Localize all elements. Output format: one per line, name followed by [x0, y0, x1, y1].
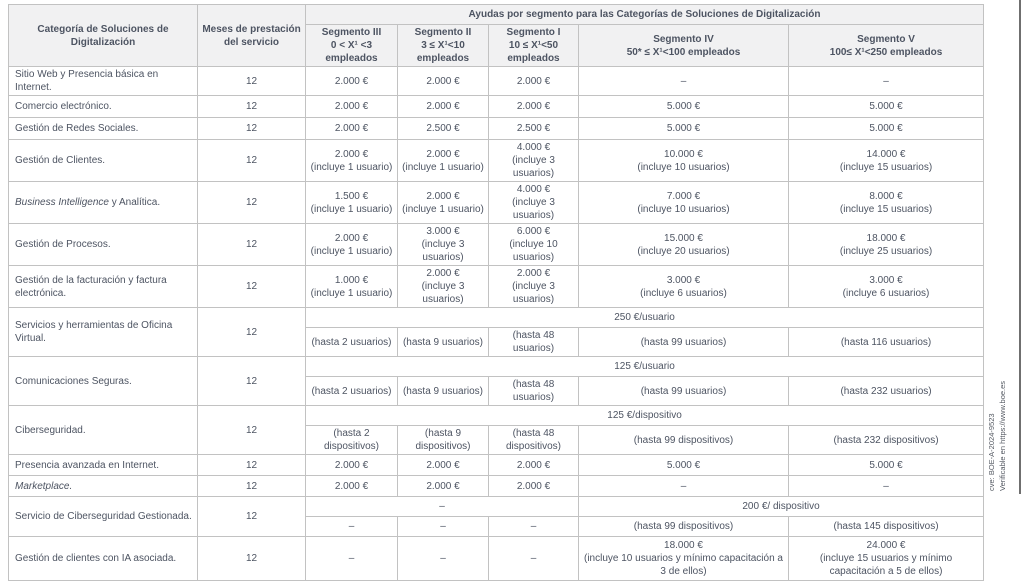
- amount-note: (incluye 1 usuario): [402, 161, 484, 173]
- cell-seg4: [579, 182, 789, 224]
- segment-name: Segmento IV: [653, 33, 714, 45]
- cell-seg1: [489, 182, 579, 224]
- cell-seg3: (hasta 2 usuarios): [306, 328, 398, 357]
- cell-seg3: 2.000 €: [306, 96, 398, 118]
- cell-seg2: [398, 182, 489, 224]
- amount-note: (incluye 3 usuarios): [512, 281, 555, 305]
- cell-seg1: 2.000 €: [489, 67, 579, 96]
- table-body: [9, 67, 984, 581]
- segment-range: 50* ≤ X¹<100 empleados: [626, 46, 741, 58]
- col-header-ayudas: Ayudas por segmento para las Categorías de Soluciones de Digitalización: [306, 5, 984, 25]
- amount: 1.500 €: [334, 190, 369, 202]
- cell-categoria: Servicios y herramientas de Oficina Virtual.: [9, 308, 198, 357]
- cell-seg1: [489, 224, 579, 266]
- cell-seg5: [789, 182, 984, 224]
- col-header-segmento-iv: [579, 25, 789, 67]
- cell-meses: 12: [198, 67, 306, 96]
- cell-seg4: (hasta 99 dispositivos): [579, 517, 789, 537]
- cell-seg3: [306, 140, 398, 182]
- table-row-gestion-procesos: [9, 224, 984, 266]
- cell-span-seg123: –: [306, 497, 579, 517]
- amount: 2.000 €: [426, 148, 460, 160]
- table-row-redes-sociales: [9, 118, 984, 140]
- table-row-oficina-virtual: [9, 308, 984, 328]
- cell-seg1: [489, 140, 579, 182]
- segment-range: 100≤ X¹<250 empleados: [829, 46, 943, 58]
- amount-note: (incluye 6 usuarios): [842, 287, 930, 299]
- cell-meses: 12: [198, 96, 306, 118]
- cell-seg2: 2.000 €: [398, 455, 489, 476]
- amount: 2.000 €: [426, 268, 460, 279]
- amount-note: (incluye 6 usuarios): [640, 287, 727, 299]
- cell-seg5: (hasta 145 dispositivos): [789, 517, 984, 537]
- verificable-url: Verificable en https://www.boe.es: [998, 380, 1008, 491]
- cell-categoria: Comercio electrónico.: [9, 96, 198, 118]
- cell-seg1: –: [489, 517, 579, 537]
- cell-meses: 12: [198, 357, 306, 406]
- amount-note: (incluye 10 usuarios y mínimo capacitación a 3 de ellos): [584, 553, 783, 577]
- cell-meses: 12: [198, 140, 306, 182]
- cell-seg1: 2.500 €: [489, 118, 579, 140]
- amount-note: (incluye 10 usuarios): [509, 239, 558, 263]
- amount-note: (incluye 25 usuarios): [839, 245, 933, 257]
- amount-note: (incluye 10 usuarios): [637, 161, 730, 173]
- cell-seg5: 5.000 €: [789, 118, 984, 140]
- cell-seg5: (hasta 232 usuarios): [789, 377, 984, 406]
- cell-seg5: –: [789, 476, 984, 497]
- table-row-presencia-avanzada: [9, 455, 984, 476]
- cell-seg2: 2.000 €: [398, 67, 489, 96]
- amount-note: (incluye 1 usuario): [310, 245, 393, 257]
- cell-categoria: Gestión de clientes con IA asociada.: [9, 537, 198, 581]
- cell-seg3: 2.000 €: [306, 118, 398, 140]
- cell-seg2: [398, 224, 489, 266]
- col-header-meses: Meses de prestación del servicio: [198, 5, 306, 67]
- amount-note: (incluye 1 usuario): [310, 203, 393, 215]
- cell-seg3: 2.000 €: [306, 476, 398, 497]
- cell-seg5: (hasta 232 dispositivos): [789, 426, 984, 455]
- cell-span-rate: 250 €/usuario: [306, 308, 984, 328]
- cell-seg4: [579, 266, 789, 308]
- amount: 7.000 €: [666, 190, 701, 202]
- table-row-ciberseguridad-gestionada: [9, 497, 984, 517]
- cell-seg4: [579, 140, 789, 182]
- amount: 3.000 €: [869, 274, 903, 286]
- col-header-segmento-i: [489, 25, 579, 67]
- col-header-segmento-iii: [306, 25, 398, 67]
- col-header-categoria: Categoría de Soluciones de Digitalización: [9, 5, 198, 67]
- amount: 8.000 €: [869, 190, 903, 202]
- subsidies-table: [8, 4, 984, 581]
- cell-seg3: (hasta 2 usuarios): [306, 377, 398, 406]
- cell-seg4: –: [579, 67, 789, 96]
- amount: 2.000 €: [334, 148, 369, 160]
- amount: 1.000 €: [334, 274, 369, 286]
- cell-seg4: [579, 224, 789, 266]
- cell-seg5: (hasta 116 usuarios): [789, 328, 984, 357]
- cell-seg1: –: [489, 537, 579, 581]
- cell-seg2: 2.000 €: [398, 476, 489, 497]
- cell-span-seg45: 200 €/ dispositivo: [579, 497, 984, 517]
- cell-seg5: –: [789, 67, 984, 96]
- cell-categoria: Ciberseguridad.: [9, 406, 198, 455]
- cell-categoria: [9, 182, 198, 224]
- cell-meses: 12: [198, 537, 306, 581]
- cell-seg4: 5.000 €: [579, 455, 789, 476]
- cell-categoria: Gestión de la facturación y factura electrónica.: [9, 266, 198, 308]
- boe-vertical-note: [986, 381, 1009, 491]
- cell-seg1: 2.000 €: [489, 455, 579, 476]
- amount-note: (incluye 3 usuarios): [421, 239, 465, 263]
- cell-seg3: 2.000 €: [306, 455, 398, 476]
- cell-seg3: [306, 266, 398, 308]
- cell-span-rate: 125 €/usuario: [306, 357, 984, 377]
- cell-seg4: (hasta 99 dispositivos): [579, 426, 789, 455]
- table-row-ia-asociada: [9, 537, 984, 581]
- table-row-business-intelligence: [9, 182, 984, 224]
- segment-range: 3 ≤ X¹<10 empleados: [416, 40, 470, 64]
- amount-note: (incluye 3 usuarios): [421, 281, 465, 305]
- amount: 3.000 €: [426, 226, 460, 237]
- amount-note: (incluye 15 usuarios): [839, 161, 933, 173]
- page-edge-line: [1019, 0, 1021, 494]
- amount-note: (incluye 10 usuarios): [637, 203, 730, 215]
- segment-name: Segmento II: [414, 27, 472, 38]
- segment-name: Segmento I: [506, 27, 561, 38]
- cell-meses: 12: [198, 266, 306, 308]
- cell-meses: 12: [198, 406, 306, 455]
- cell-categoria: Sitio Web y Presencia básica en Internet.: [9, 67, 198, 96]
- cell-seg1: (hasta 48 dispositivos): [489, 426, 579, 455]
- cell-categoria: Presencia avanzada en Internet.: [9, 455, 198, 476]
- cell-seg5: [789, 266, 984, 308]
- amount-note: (incluye 1 usuario): [402, 203, 484, 215]
- cell-seg1: (hasta 48 usuarios): [489, 377, 579, 406]
- categoria-rest: y Analítica.: [108, 197, 161, 208]
- col-header-segmento-v: [789, 25, 984, 67]
- cell-seg2: –: [398, 517, 489, 537]
- table-row-gestion-clientes: [9, 140, 984, 182]
- cell-seg3: (hasta 2 dispositivos): [306, 426, 398, 455]
- table-row-ciberseguridad: [9, 406, 984, 426]
- cell-categoria: Gestión de Redes Sociales.: [9, 118, 198, 140]
- amount: 18.000 €: [866, 232, 906, 244]
- amount: 3.000 €: [666, 274, 701, 286]
- cell-seg2: 2.000 €: [398, 96, 489, 118]
- cell-meses: 12: [198, 455, 306, 476]
- amount-note: (incluye 20 usuarios): [637, 245, 730, 257]
- cell-seg5: 5.000 €: [789, 455, 984, 476]
- cell-seg3: [306, 182, 398, 224]
- cell-seg3: 2.000 €: [306, 67, 398, 96]
- table-header: [9, 5, 984, 67]
- cell-seg4: [579, 537, 789, 581]
- cve-code: cve: BOE-A-2024-9523: [987, 413, 996, 491]
- cell-seg2: –: [398, 537, 489, 581]
- table-row-marketplace: [9, 476, 984, 497]
- cell-seg3: [306, 224, 398, 266]
- amount-note: (incluye 3 usuarios): [512, 197, 555, 221]
- col-header-segmento-ii: [398, 25, 489, 67]
- cell-seg3: –: [306, 537, 398, 581]
- amount: 15.000 €: [664, 232, 703, 244]
- amount: 4.000 €: [516, 184, 551, 195]
- amount-note: (incluye 3 usuarios): [512, 155, 555, 179]
- cell-seg1: [489, 266, 579, 308]
- cell-seg4: (hasta 99 usuarios): [579, 328, 789, 357]
- cell-seg2: (hasta 9 usuarios): [398, 328, 489, 357]
- cell-seg4: –: [579, 476, 789, 497]
- cell-meses: 12: [198, 497, 306, 537]
- amount: 2.000 €: [516, 268, 551, 279]
- cell-seg2: (hasta 9 usuarios): [398, 377, 489, 406]
- categoria-italic-part: Business Intelligence: [15, 197, 109, 208]
- amount: 4.000 €: [516, 142, 551, 153]
- table-row-facturacion: [9, 266, 984, 308]
- cell-seg4: 5.000 €: [579, 118, 789, 140]
- cell-span-rate: 125 €/dispositivo: [306, 406, 984, 426]
- amount: 18.000 €: [664, 540, 703, 551]
- cell-meses: 12: [198, 182, 306, 224]
- cell-seg5: [789, 140, 984, 182]
- table-row-comunicaciones: [9, 357, 984, 377]
- cell-meses: 12: [198, 308, 306, 357]
- amount-note: (incluye 1 usuario): [310, 287, 393, 299]
- table-row-sitio-web: [9, 67, 984, 96]
- amount: 2.000 €: [426, 190, 460, 202]
- cell-seg4: (hasta 99 usuarios): [579, 377, 789, 406]
- cell-seg1: (hasta 48 usuarios): [489, 328, 579, 357]
- cell-categoria: Gestión de Procesos.: [9, 224, 198, 266]
- segment-range: 0 < X¹ <3 empleados: [325, 40, 378, 64]
- segment-range: 10 ≤ X¹<50 empleados: [507, 40, 560, 64]
- cell-categoria: Gestión de Clientes.: [9, 140, 198, 182]
- table-row-comercio: [9, 96, 984, 118]
- header-row-top: [9, 5, 984, 25]
- amount: 10.000 €: [664, 148, 703, 160]
- amount: 6.000 €: [516, 226, 551, 237]
- segment-name: Segmento V: [857, 33, 915, 45]
- segment-name: Segmento III: [321, 27, 382, 38]
- amount: 2.000 €: [334, 232, 369, 244]
- cell-seg4: 5.000 €: [579, 96, 789, 118]
- cell-seg2: [398, 140, 489, 182]
- amount-note: (incluye 15 usuarios): [839, 203, 933, 215]
- cell-seg2: [398, 266, 489, 308]
- amount-note: (incluye 1 usuario): [310, 161, 393, 173]
- cell-categoria: Servicio de Ciberseguridad Gestionada.: [9, 497, 198, 537]
- cell-seg5: [789, 224, 984, 266]
- cell-seg3: –: [306, 517, 398, 537]
- cell-seg5: [789, 537, 984, 581]
- cell-meses: 12: [198, 224, 306, 266]
- amount: 24.000 €: [866, 540, 906, 551]
- amount-note: (incluye 15 usuarios y mínimo capacitación a 5 de ellos): [819, 553, 953, 577]
- cell-categoria: Marketplace.: [9, 476, 198, 497]
- cell-seg5: 5.000 €: [789, 96, 984, 118]
- amount: 14.000 €: [866, 148, 906, 160]
- cell-seg1: 2.000 €: [489, 476, 579, 497]
- cell-seg2: 2.500 €: [398, 118, 489, 140]
- cell-meses: 12: [198, 118, 306, 140]
- cell-categoria: Comunicaciones Seguras.: [9, 357, 198, 406]
- cell-seg1: 2.000 €: [489, 96, 579, 118]
- cell-meses: 12: [198, 476, 306, 497]
- cell-seg2: (hasta 9 dispositivos): [398, 426, 489, 455]
